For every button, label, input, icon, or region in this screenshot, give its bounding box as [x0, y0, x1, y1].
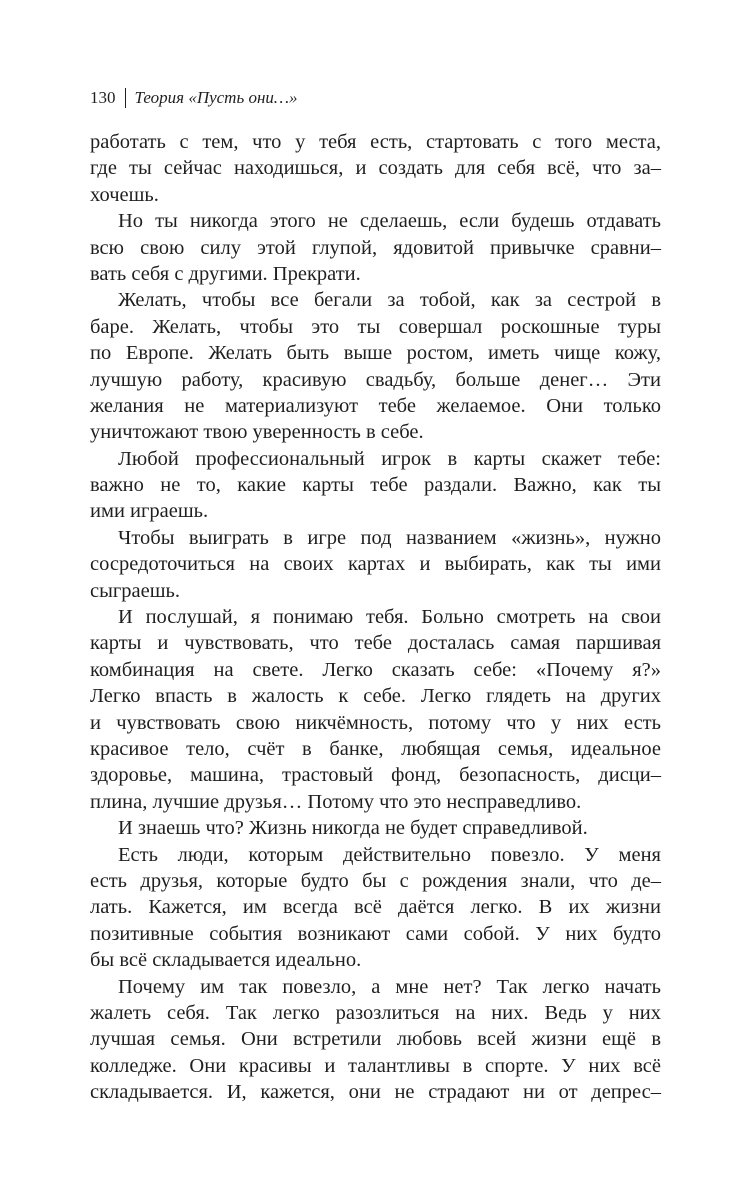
text-line: складывается. И, кажется, они не страдают ни от депрес– [90, 1081, 661, 1104]
text-line: красивое тело, счёт в банке, любящая семья, идеальное [90, 737, 661, 760]
running-header [90, 86, 298, 110]
text-line: Почему им так повезло, а мне нет? Так легко начать [118, 975, 661, 998]
text-line: И послушай, я понимаю тебя. Больно смотреть на свои [118, 606, 661, 629]
text-line: важно не то, какие карты тебе раздали. Важно, как ты [90, 474, 661, 497]
text-line: и чувствовать свою никчёмность, потому что у них есть [90, 711, 661, 734]
text-line: Но ты никогда этого не сделаешь, если будешь отдавать [118, 210, 661, 233]
text-line: сосредоточиться на своих картах и выбирать, как ты ими [90, 553, 661, 576]
text-line: здоровье, машина, трастовый фонд, безопасность, дисци– [90, 764, 661, 787]
text-line: Желать, чтобы все бегали за тобой, как за сестрой в [118, 289, 661, 312]
text-line: уничтожают твою уверенность в себе. [90, 421, 424, 444]
text-line: Любой профессиональный игрок в карты скажет тебе: [118, 447, 661, 470]
text-line: карты и чувствовать, что тебе досталась самая паршивая [90, 632, 661, 655]
text-line: жалеть себя. Так легко разозлиться на них. Ведь у них [90, 1001, 661, 1024]
book-title: Теория «Пусть они…» [134, 88, 298, 107]
text-line: комбинация на свете. Легко сказать себе: «Почему я?» [90, 658, 661, 681]
body-text [90, 129, 661, 1105]
text-line: Есть люди, которым действительно повезло. У меня [118, 843, 661, 866]
text-line: лучшая семья. Они встретили любовь всей жизни ещё в [90, 1028, 661, 1051]
text-line: Легко впасть в жалость к себе. Легко глядеть на других [90, 685, 661, 708]
text-line: И знаешь что? Жизнь никогда не будет справедливой. [118, 817, 588, 840]
text-line: бы всё складывается идеально. [90, 949, 362, 972]
page-number: 130 [90, 88, 116, 107]
text-line: по Европе. Желать быть выше ростом, иметь чище кожу, [90, 342, 661, 365]
text-line: баре. Желать, чтобы это ты совершал роскошные туры [90, 315, 661, 338]
text-line: ими играешь. [90, 500, 209, 523]
text-line: позитивные события возникают сами собой. У них будто [90, 922, 661, 945]
text-line: сыграешь. [90, 579, 180, 602]
text-line: колледже. Они красивы и талантливы в спорте. У них всё [90, 1054, 661, 1077]
text-line: лучшую работу, красивую свадьбу, больше денег… Эти [90, 368, 661, 391]
text-line: работать с тем, что у тебя есть, стартовать с того места, [90, 131, 661, 153]
text-line: хочешь. [90, 183, 159, 206]
text-line: где ты сейчас находишься, и создать для себя всё, что за– [90, 157, 661, 180]
text-line: вать себя с другими. Прекрати. [90, 262, 361, 285]
text-line: лать. Кажется, им всегда всё даётся легко. В их жизни [90, 896, 661, 919]
text-line: всю свою силу этой глупой, ядовитой привычке сравни– [90, 236, 661, 259]
text-line: есть друзья, которые будто бы с рождения знали, что де– [90, 869, 661, 892]
text-line: Чтобы выиграть в игре под названием «жизнь», нужно [118, 526, 661, 549]
text-line: плина, лучшие друзья… Потому что это несправедливо. [90, 790, 582, 813]
text-line: желания не материализуют тебе желаемое. Они только [90, 394, 661, 417]
header-divider [125, 88, 126, 108]
